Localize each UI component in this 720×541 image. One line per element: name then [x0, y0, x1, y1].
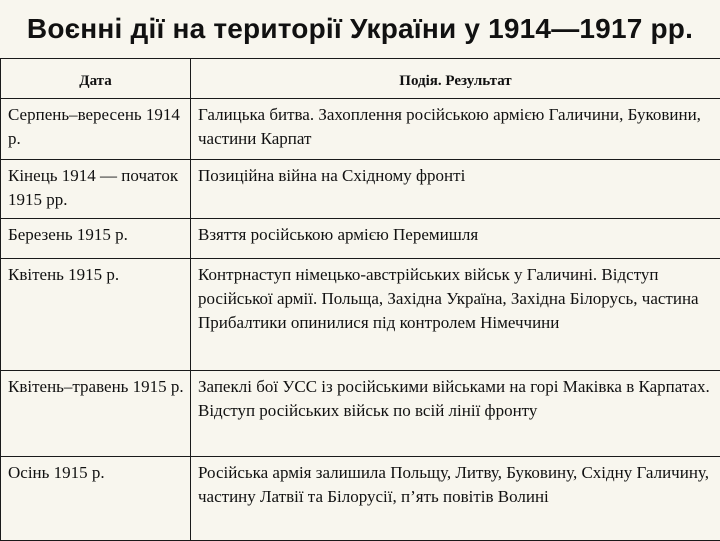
date-cell: Березень 1915 р.	[1, 219, 191, 259]
events-table	[0, 58, 720, 541]
table-row	[1, 99, 720, 160]
slide-title: Воєнні дії на території України у 1914—1917 рр.	[0, 0, 720, 58]
event-cell: Запеклі бої УСС із російськими військами на горі Маківка в Карпатах. Відступ російських військ по всій лінії фронту	[191, 371, 720, 457]
date-cell: Кінець 1914 — початок 1915 рр.	[1, 160, 191, 219]
table-row	[1, 457, 720, 541]
table-header-row	[1, 59, 720, 99]
date-cell: Квітень 1915 р.	[1, 259, 191, 371]
event-cell: Російська армія залишила Польщу, Литву, Буковину, Східну Галичину, частину Латвії та Білорусії, п’ять повітів Волині	[191, 457, 720, 541]
table-row	[1, 371, 720, 457]
table-row	[1, 259, 720, 371]
table-row	[1, 219, 720, 259]
table-row	[1, 160, 720, 219]
event-cell: Позиційна війна на Східному фронті	[191, 160, 720, 219]
date-cell: Квітень–травень 1915 р.	[1, 371, 191, 457]
event-cell: Взяття російською армією Перемишля	[191, 219, 720, 259]
date-cell: Серпень–вересень 1914 р.	[1, 99, 191, 160]
date-cell: Осінь 1915 р.	[1, 457, 191, 541]
event-cell: Контрнаступ німецько-австрійських військ у Галичині. Відступ російської армії. Польща, Західна Україна, Західна Білорусь, частина Прибалтики опинилися під контролем Німеччини	[191, 259, 720, 371]
column-header-date: Дата	[1, 59, 191, 99]
event-cell: Галицька битва. Захоплення російською армією Галичини, Буковини, частини Карпат	[191, 99, 720, 160]
column-header-event: Подія. Результат	[191, 59, 720, 99]
